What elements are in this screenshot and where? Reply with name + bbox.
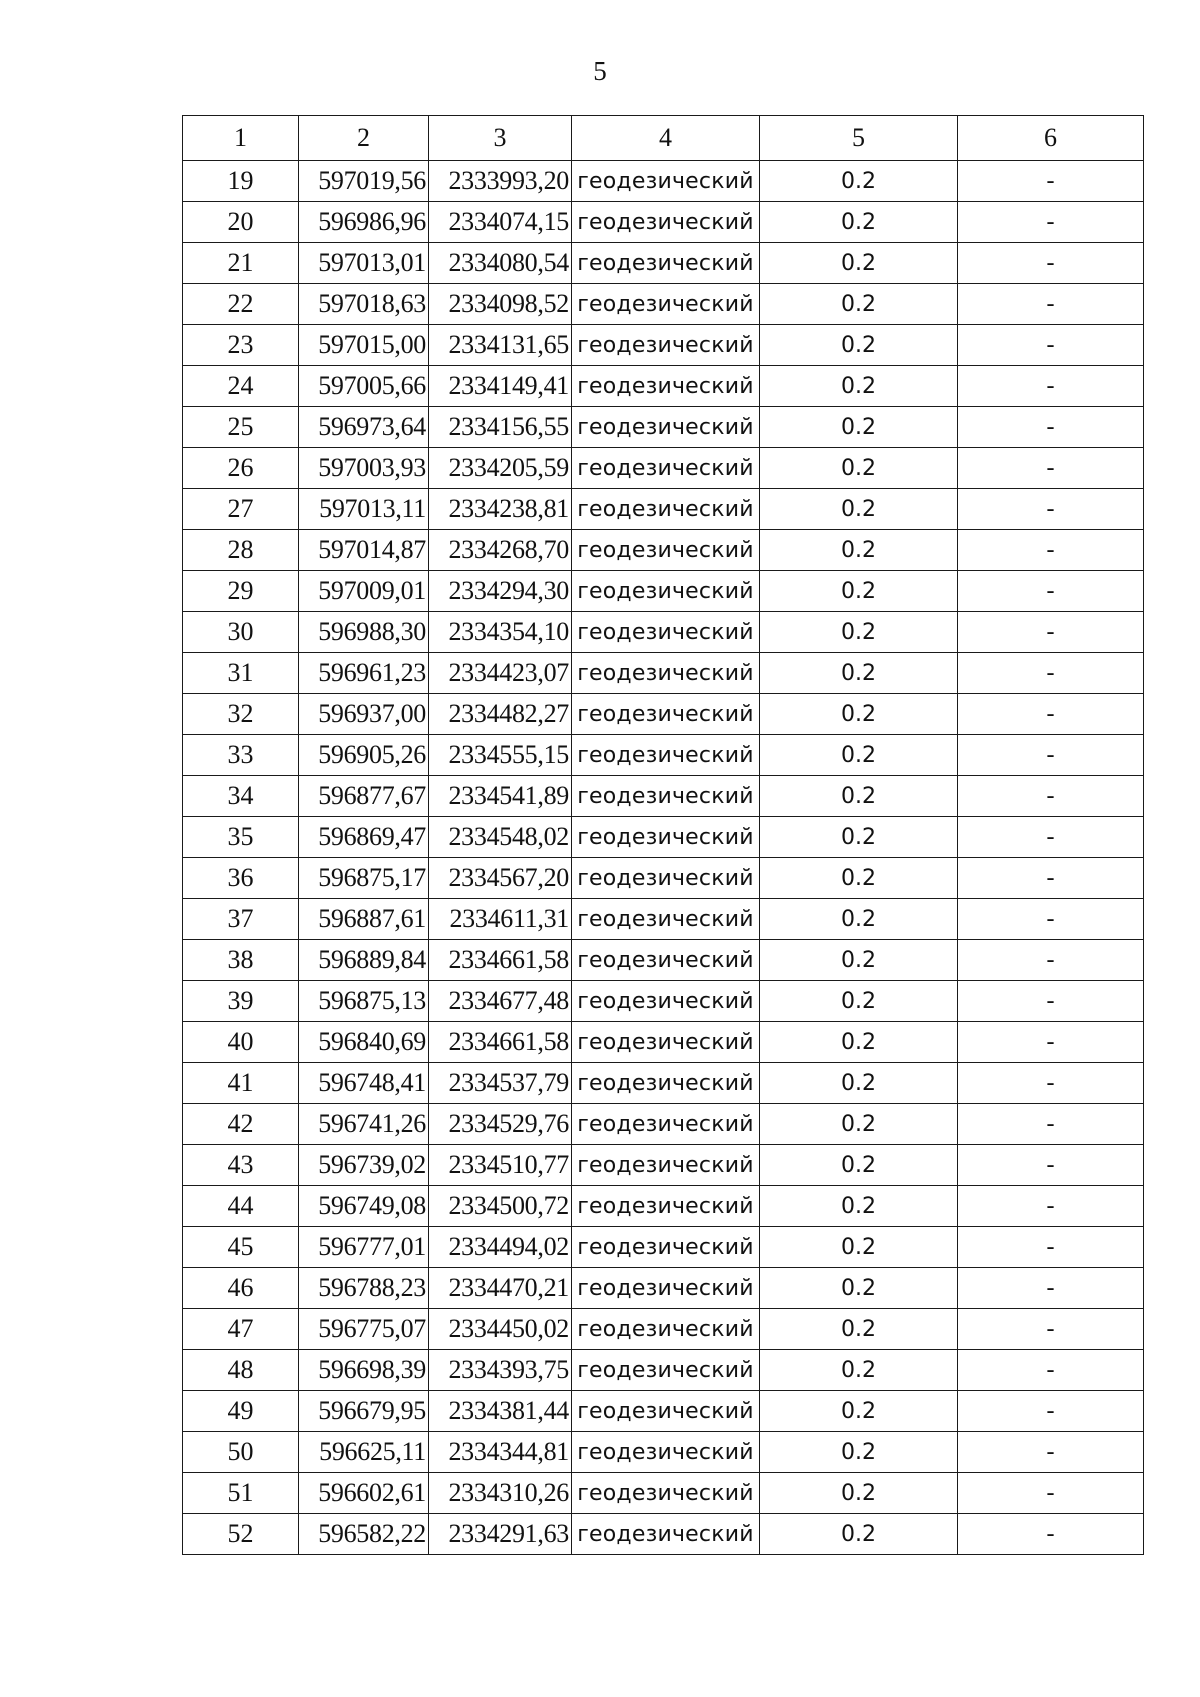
point-number-cell: 36	[183, 858, 299, 899]
x-coordinate-cell: 596698,39	[299, 1350, 429, 1391]
x-coordinate-cell: 596748,41	[299, 1063, 429, 1104]
accuracy-cell: 0.2	[760, 899, 958, 940]
point-number-cell: 30	[183, 612, 299, 653]
x-coordinate-cell: 596775,07	[299, 1309, 429, 1350]
x-coordinate-cell: 596988,30	[299, 612, 429, 653]
x-coordinate-cell: 597015,00	[299, 325, 429, 366]
method-cell: геодезический	[572, 1063, 760, 1104]
method-cell: геодезический	[572, 1309, 760, 1350]
point-number-cell: 39	[183, 981, 299, 1022]
point-number-cell: 32	[183, 694, 299, 735]
table-row	[183, 653, 1144, 694]
table-row	[183, 530, 1144, 571]
method-cell: геодезический	[572, 817, 760, 858]
y-coordinate-cell: 2334238,81	[429, 489, 572, 530]
y-coordinate-cell: 2334548,02	[429, 817, 572, 858]
x-coordinate-cell: 596739,02	[299, 1145, 429, 1186]
table-header	[183, 116, 1144, 161]
accuracy-cell: 0.2	[760, 858, 958, 899]
accuracy-cell: 0.2	[760, 571, 958, 612]
accuracy-cell: 0.2	[760, 1432, 958, 1473]
note-cell: -	[958, 899, 1144, 940]
x-coordinate-cell: 597018,63	[299, 284, 429, 325]
accuracy-cell: 0.2	[760, 489, 958, 530]
table-row	[183, 1227, 1144, 1268]
point-number-cell: 26	[183, 448, 299, 489]
point-number-cell: 46	[183, 1268, 299, 1309]
note-cell: -	[958, 776, 1144, 817]
table-row	[183, 735, 1144, 776]
note-cell: -	[958, 202, 1144, 243]
table-row	[183, 1473, 1144, 1514]
y-coordinate-cell: 2334677,48	[429, 981, 572, 1022]
method-cell: геодезический	[572, 284, 760, 325]
method-cell: геодезический	[572, 489, 760, 530]
accuracy-cell: 0.2	[760, 1514, 958, 1555]
method-cell: геодезический	[572, 735, 760, 776]
method-cell: геодезический	[572, 1350, 760, 1391]
x-coordinate-cell: 597013,01	[299, 243, 429, 284]
table-row	[183, 899, 1144, 940]
y-coordinate-cell: 2334541,89	[429, 776, 572, 817]
y-coordinate-cell: 2334482,27	[429, 694, 572, 735]
note-cell: -	[958, 407, 1144, 448]
method-cell: геодезический	[572, 1104, 760, 1145]
coordinates-table	[182, 115, 1144, 1555]
point-number-cell: 43	[183, 1145, 299, 1186]
table-row	[183, 1432, 1144, 1473]
note-cell: -	[958, 1391, 1144, 1432]
point-number-cell: 52	[183, 1514, 299, 1555]
table-row	[183, 817, 1144, 858]
note-cell: -	[958, 1186, 1144, 1227]
table-row	[183, 1186, 1144, 1227]
point-number-cell: 41	[183, 1063, 299, 1104]
accuracy-cell: 0.2	[760, 1350, 958, 1391]
table-body	[183, 161, 1144, 1555]
y-coordinate-cell: 2334500,72	[429, 1186, 572, 1227]
method-cell: геодезический	[572, 1022, 760, 1063]
accuracy-cell: 0.2	[760, 407, 958, 448]
table-row	[183, 776, 1144, 817]
accuracy-cell: 0.2	[760, 981, 958, 1022]
table-row	[183, 612, 1144, 653]
x-coordinate-cell: 596582,22	[299, 1514, 429, 1555]
x-coordinate-cell: 596905,26	[299, 735, 429, 776]
table-row	[183, 407, 1144, 448]
point-number-cell: 35	[183, 817, 299, 858]
point-number-cell: 19	[183, 161, 299, 202]
y-coordinate-cell: 2334310,26	[429, 1473, 572, 1514]
method-cell: геодезический	[572, 1432, 760, 1473]
method-cell: геодезический	[572, 407, 760, 448]
point-number-cell: 40	[183, 1022, 299, 1063]
column-header-3: 3	[429, 116, 572, 161]
table-row	[183, 1063, 1144, 1104]
point-number-cell: 47	[183, 1309, 299, 1350]
accuracy-cell: 0.2	[760, 1268, 958, 1309]
y-coordinate-cell: 2334294,30	[429, 571, 572, 612]
table-row	[183, 1104, 1144, 1145]
note-cell: -	[958, 325, 1144, 366]
x-coordinate-cell: 596875,13	[299, 981, 429, 1022]
method-cell: геодезический	[572, 202, 760, 243]
y-coordinate-cell: 2334450,02	[429, 1309, 572, 1350]
y-coordinate-cell: 2334205,59	[429, 448, 572, 489]
point-number-cell: 29	[183, 571, 299, 612]
column-header-2: 2	[299, 116, 429, 161]
method-cell: геодезический	[572, 653, 760, 694]
table-row	[183, 1145, 1144, 1186]
accuracy-cell: 0.2	[760, 1145, 958, 1186]
y-coordinate-cell: 2334381,44	[429, 1391, 572, 1432]
x-coordinate-cell: 596869,47	[299, 817, 429, 858]
table-row	[183, 161, 1144, 202]
y-coordinate-cell: 2334494,02	[429, 1227, 572, 1268]
accuracy-cell: 0.2	[760, 366, 958, 407]
note-cell: -	[958, 1432, 1144, 1473]
accuracy-cell: 0.2	[760, 1309, 958, 1350]
method-cell: геодезический	[572, 571, 760, 612]
note-cell: -	[958, 530, 1144, 571]
accuracy-cell: 0.2	[760, 940, 958, 981]
table-row	[183, 284, 1144, 325]
note-cell: -	[958, 981, 1144, 1022]
point-number-cell: 42	[183, 1104, 299, 1145]
point-number-cell: 37	[183, 899, 299, 940]
y-coordinate-cell: 2334354,10	[429, 612, 572, 653]
note-cell: -	[958, 1268, 1144, 1309]
x-coordinate-cell: 596741,26	[299, 1104, 429, 1145]
accuracy-cell: 0.2	[760, 202, 958, 243]
note-cell: -	[958, 1104, 1144, 1145]
method-cell: геодезический	[572, 1227, 760, 1268]
note-cell: -	[958, 1145, 1144, 1186]
y-coordinate-cell: 2334344,81	[429, 1432, 572, 1473]
x-coordinate-cell: 596777,01	[299, 1227, 429, 1268]
method-cell: геодезический	[572, 366, 760, 407]
method-cell: геодезический	[572, 776, 760, 817]
note-cell: -	[958, 161, 1144, 202]
note-cell: -	[958, 243, 1144, 284]
note-cell: -	[958, 284, 1144, 325]
y-coordinate-cell: 2334131,65	[429, 325, 572, 366]
table-row	[183, 1350, 1144, 1391]
page-number: 5	[593, 56, 607, 86]
x-coordinate-cell: 596887,61	[299, 899, 429, 940]
note-cell: -	[958, 1350, 1144, 1391]
y-coordinate-cell: 2334567,20	[429, 858, 572, 899]
x-coordinate-cell: 596875,17	[299, 858, 429, 899]
point-number-cell: 25	[183, 407, 299, 448]
note-cell: -	[958, 489, 1144, 530]
point-number-cell: 20	[183, 202, 299, 243]
accuracy-cell: 0.2	[760, 1104, 958, 1145]
note-cell: -	[958, 448, 1144, 489]
point-number-cell: 28	[183, 530, 299, 571]
method-cell: геодезический	[572, 243, 760, 284]
y-coordinate-cell: 2334529,76	[429, 1104, 572, 1145]
accuracy-cell: 0.2	[760, 612, 958, 653]
x-coordinate-cell: 596877,67	[299, 776, 429, 817]
x-coordinate-cell: 596602,61	[299, 1473, 429, 1514]
table-row	[183, 940, 1144, 981]
accuracy-cell: 0.2	[760, 1391, 958, 1432]
x-coordinate-cell: 596889,84	[299, 940, 429, 981]
method-cell: геодезический	[572, 858, 760, 899]
point-number-cell: 38	[183, 940, 299, 981]
y-coordinate-cell: 2334510,77	[429, 1145, 572, 1186]
table-row	[183, 1268, 1144, 1309]
y-coordinate-cell: 2334149,41	[429, 366, 572, 407]
x-coordinate-cell: 596973,64	[299, 407, 429, 448]
accuracy-cell: 0.2	[760, 161, 958, 202]
table-row	[183, 858, 1144, 899]
accuracy-cell: 0.2	[760, 776, 958, 817]
point-number-cell: 23	[183, 325, 299, 366]
method-cell: геодезический	[572, 1186, 760, 1227]
accuracy-cell: 0.2	[760, 448, 958, 489]
note-cell: -	[958, 612, 1144, 653]
x-coordinate-cell: 597013,11	[299, 489, 429, 530]
x-coordinate-cell: 596986,96	[299, 202, 429, 243]
x-coordinate-cell: 597005,66	[299, 366, 429, 407]
method-cell: геодезический	[572, 1473, 760, 1514]
note-cell: -	[958, 735, 1144, 776]
table-row	[183, 1022, 1144, 1063]
x-coordinate-cell: 597019,56	[299, 161, 429, 202]
table-row	[183, 571, 1144, 612]
y-coordinate-cell: 2334393,75	[429, 1350, 572, 1391]
column-header-5: 5	[760, 116, 958, 161]
y-coordinate-cell: 2334537,79	[429, 1063, 572, 1104]
y-coordinate-cell: 2334291,63	[429, 1514, 572, 1555]
method-cell: геодезический	[572, 1268, 760, 1309]
point-number-cell: 51	[183, 1473, 299, 1514]
accuracy-cell: 0.2	[760, 1227, 958, 1268]
y-coordinate-cell: 2334268,70	[429, 530, 572, 571]
x-coordinate-cell: 596679,95	[299, 1391, 429, 1432]
table-row	[183, 489, 1144, 530]
accuracy-cell: 0.2	[760, 1063, 958, 1104]
y-coordinate-cell: 2334661,58	[429, 940, 572, 981]
x-coordinate-cell: 596788,23	[299, 1268, 429, 1309]
table-row	[183, 694, 1144, 735]
point-number-cell: 45	[183, 1227, 299, 1268]
accuracy-cell: 0.2	[760, 817, 958, 858]
point-number-cell: 48	[183, 1350, 299, 1391]
method-cell: геодезический	[572, 694, 760, 735]
y-coordinate-cell: 2334423,07	[429, 653, 572, 694]
point-number-cell: 44	[183, 1186, 299, 1227]
point-number-cell: 22	[183, 284, 299, 325]
accuracy-cell: 0.2	[760, 1473, 958, 1514]
x-coordinate-cell: 596961,23	[299, 653, 429, 694]
table-row	[183, 1514, 1144, 1555]
y-coordinate-cell: 2334470,21	[429, 1268, 572, 1309]
accuracy-cell: 0.2	[760, 1186, 958, 1227]
y-coordinate-cell: 2334611,31	[429, 899, 572, 940]
y-coordinate-cell: 2334661,58	[429, 1022, 572, 1063]
note-cell: -	[958, 1309, 1144, 1350]
y-coordinate-cell: 2334080,54	[429, 243, 572, 284]
table-row	[183, 981, 1144, 1022]
note-cell: -	[958, 366, 1144, 407]
method-cell: геодезический	[572, 940, 760, 981]
column-header-4: 4	[572, 116, 760, 161]
table-row	[183, 243, 1144, 284]
accuracy-cell: 0.2	[760, 325, 958, 366]
method-cell: геодезический	[572, 530, 760, 571]
column-header-1: 1	[183, 116, 299, 161]
accuracy-cell: 0.2	[760, 1022, 958, 1063]
y-coordinate-cell: 2333993,20	[429, 161, 572, 202]
x-coordinate-cell: 596625,11	[299, 1432, 429, 1473]
method-cell: геодезический	[572, 1514, 760, 1555]
y-coordinate-cell: 2334074,15	[429, 202, 572, 243]
table-row	[183, 202, 1144, 243]
note-cell: -	[958, 694, 1144, 735]
x-coordinate-cell: 597014,87	[299, 530, 429, 571]
note-cell: -	[958, 817, 1144, 858]
point-number-cell: 34	[183, 776, 299, 817]
point-number-cell: 33	[183, 735, 299, 776]
table-row	[183, 1391, 1144, 1432]
method-cell: геодезический	[572, 981, 760, 1022]
x-coordinate-cell: 596840,69	[299, 1022, 429, 1063]
note-cell: -	[958, 1473, 1144, 1514]
point-number-cell: 31	[183, 653, 299, 694]
x-coordinate-cell: 597009,01	[299, 571, 429, 612]
note-cell: -	[958, 858, 1144, 899]
method-cell: геодезический	[572, 612, 760, 653]
method-cell: геодезический	[572, 1145, 760, 1186]
y-coordinate-cell: 2334555,15	[429, 735, 572, 776]
y-coordinate-cell: 2334098,52	[429, 284, 572, 325]
x-coordinate-cell: 596749,08	[299, 1186, 429, 1227]
accuracy-cell: 0.2	[760, 284, 958, 325]
accuracy-cell: 0.2	[760, 530, 958, 571]
point-number-cell: 49	[183, 1391, 299, 1432]
method-cell: геодезический	[572, 899, 760, 940]
method-cell: геодезический	[572, 161, 760, 202]
point-number-cell: 24	[183, 366, 299, 407]
note-cell: -	[958, 1063, 1144, 1104]
column-header-6: 6	[958, 116, 1144, 161]
table-row	[183, 366, 1144, 407]
header-row	[183, 116, 1144, 161]
accuracy-cell: 0.2	[760, 243, 958, 284]
note-cell: -	[958, 940, 1144, 981]
method-cell: геодезический	[572, 448, 760, 489]
point-number-cell: 21	[183, 243, 299, 284]
point-number-cell: 50	[183, 1432, 299, 1473]
method-cell: геодезический	[572, 1391, 760, 1432]
table-row	[183, 1309, 1144, 1350]
note-cell: -	[958, 571, 1144, 612]
note-cell: -	[958, 653, 1144, 694]
method-cell: геодезический	[572, 325, 760, 366]
accuracy-cell: 0.2	[760, 694, 958, 735]
note-cell: -	[958, 1514, 1144, 1555]
x-coordinate-cell: 597003,93	[299, 448, 429, 489]
x-coordinate-cell: 596937,00	[299, 694, 429, 735]
note-cell: -	[958, 1022, 1144, 1063]
point-number-cell: 27	[183, 489, 299, 530]
accuracy-cell: 0.2	[760, 653, 958, 694]
y-coordinate-cell: 2334156,55	[429, 407, 572, 448]
note-cell: -	[958, 1227, 1144, 1268]
table-row	[183, 325, 1144, 366]
accuracy-cell: 0.2	[760, 735, 958, 776]
table-row	[183, 448, 1144, 489]
